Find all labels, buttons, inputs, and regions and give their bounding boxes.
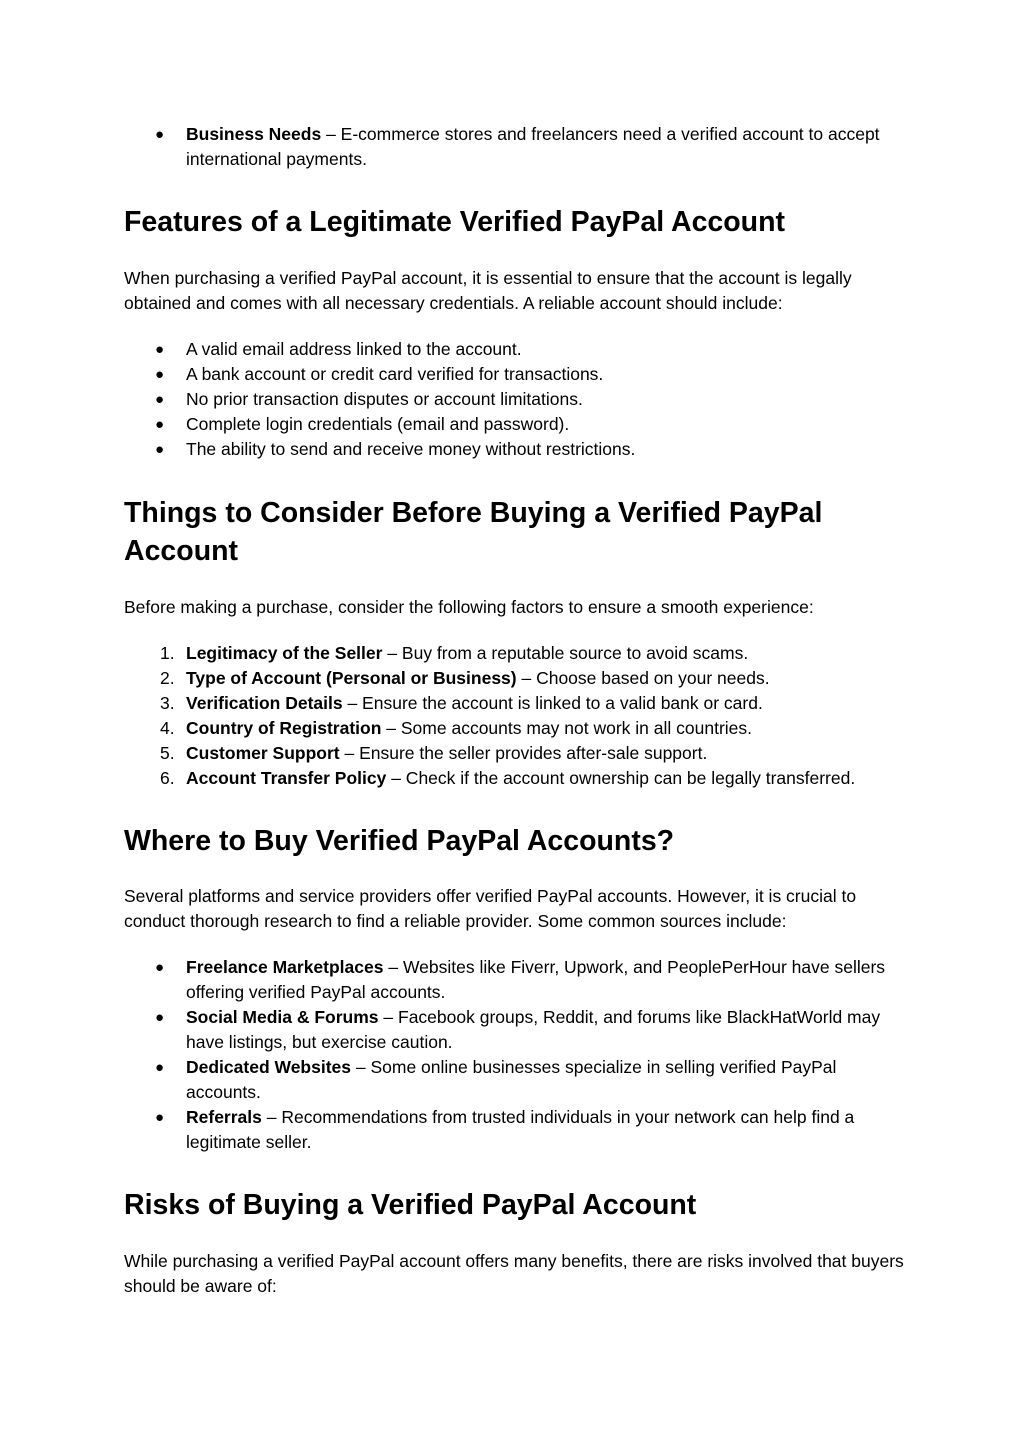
list-item — [124, 362, 904, 387]
item-title: Country of Registration — [186, 717, 382, 738]
bullet: ● — [155, 340, 165, 358]
item-text: – Some accounts may not work in all countries. — [381, 717, 753, 738]
item-title: Freelance Marketplaces — [186, 957, 384, 977]
item-number: 4. — [160, 717, 175, 738]
list-item — [124, 766, 904, 791]
item-title: Business Needs — [186, 124, 322, 144]
list-item — [124, 337, 904, 362]
list-item — [124, 437, 904, 462]
item-text: The ability to send and receive money without restrictions. — [186, 438, 636, 459]
bullet: ● — [155, 440, 165, 458]
item-text: – Some online businesses specialize in selling verified PayPal accounts. — [186, 1057, 837, 1102]
item-text: – Check if the account ownership can be legally transferred. — [386, 767, 856, 788]
bullet: ● — [155, 415, 165, 433]
list-item — [124, 122, 904, 172]
item-number: 5. — [160, 742, 175, 763]
list-item — [124, 641, 904, 666]
item-text: – Ensure the seller provides after-sale support. — [339, 742, 708, 763]
list-item — [124, 741, 904, 766]
list-item — [124, 716, 904, 741]
features-bullet-list — [124, 337, 904, 462]
item-number: 1. — [160, 642, 175, 663]
bullet: ● — [155, 365, 165, 383]
item-title: Legitimacy of the Seller — [186, 642, 383, 663]
item-title: Account Transfer Policy — [186, 767, 387, 788]
bullet: ● — [155, 1109, 165, 1126]
item-title: Social Media & Forums — [186, 1007, 379, 1027]
list-item — [124, 691, 904, 716]
item-title: Dedicated Websites — [186, 1057, 352, 1077]
list-item — [124, 387, 904, 412]
list-item — [124, 666, 904, 691]
item-text: – Ensure the account is linked to a valid bank or card. — [342, 692, 763, 713]
item-title: Customer Support — [186, 742, 340, 763]
intro-bullet-list — [124, 122, 904, 172]
item-title: Verification Details — [186, 692, 343, 713]
section-heading-consider: Things to Consider Before Buying a Verified PayPal Account — [124, 496, 823, 567]
section-paragraph-consider: Before making a purchase, consider the following factors to ensure a smooth experience: — [124, 596, 814, 617]
bullet: ● — [155, 959, 165, 976]
section-paragraph-features: When purchasing a verified PayPal account, it is essential to ensure that the account is legally obtained and comes with all necessary credentials. A reliable account should include: — [124, 267, 852, 313]
section-paragraph-where: Several platforms and service providers offer verified PayPal accounts. However, it is crucial to conduct thorough research to find a reliable provider. Some common sources include: — [124, 886, 857, 931]
item-text: – Buy from a reputable source to avoid scams. — [382, 642, 749, 663]
list-item — [124, 412, 904, 437]
bullet: ● — [155, 1009, 165, 1026]
item-text: – Recommendations from trusted individuals in your network can help find a legitimate seller. — [186, 1107, 855, 1152]
item-text: – Facebook groups, Reddit, and forums like BlackHatWorld may have listings, but exercise caution. — [186, 1007, 881, 1052]
item-text: – E-commerce stores and freelancers need a verified account to accept international payments. — [186, 124, 880, 169]
item-text: Complete login credentials (email and password). — [186, 413, 570, 434]
section-paragraph-risks: While purchasing a verified PayPal account offers many benefits, there are risks involved that buyers should be aware of: — [124, 1250, 904, 1296]
where-bullet-list — [124, 955, 904, 1155]
bullet: ● — [155, 1059, 165, 1076]
list-item — [124, 1005, 904, 1055]
list-item — [124, 1105, 904, 1155]
item-number: 6. — [160, 767, 175, 788]
item-title: Type of Account (Personal or Business) — [186, 667, 517, 688]
section-heading-risks: Risks of Buying a Verified PayPal Account — [124, 1189, 697, 1221]
consider-numbered-list — [124, 641, 904, 791]
list-item — [124, 1055, 904, 1105]
section-heading-where: Where to Buy Verified PayPal Accounts? — [124, 824, 675, 857]
list-item — [124, 955, 904, 1005]
item-text: No prior transaction disputes or account limitations. — [186, 388, 583, 409]
item-text: A bank account or credit card verified for transactions. — [186, 363, 604, 384]
item-number: 3. — [160, 692, 175, 713]
bullet: ● — [155, 126, 165, 143]
item-text: – Websites like Fiverr, Upwork, and PeoplePerHour have sellers offering verified PayPal accounts. — [186, 957, 886, 1002]
bullet: ● — [155, 390, 165, 408]
section-heading-features: Features of a Legitimate Verified PayPal Account — [124, 206, 785, 238]
document-page — [124, 0, 904, 1299]
item-text: – Choose based on your needs. — [516, 667, 770, 688]
item-text: A valid email address linked to the account. — [186, 338, 522, 359]
item-title: Referrals — [186, 1107, 262, 1127]
item-number: 2. — [160, 667, 175, 688]
